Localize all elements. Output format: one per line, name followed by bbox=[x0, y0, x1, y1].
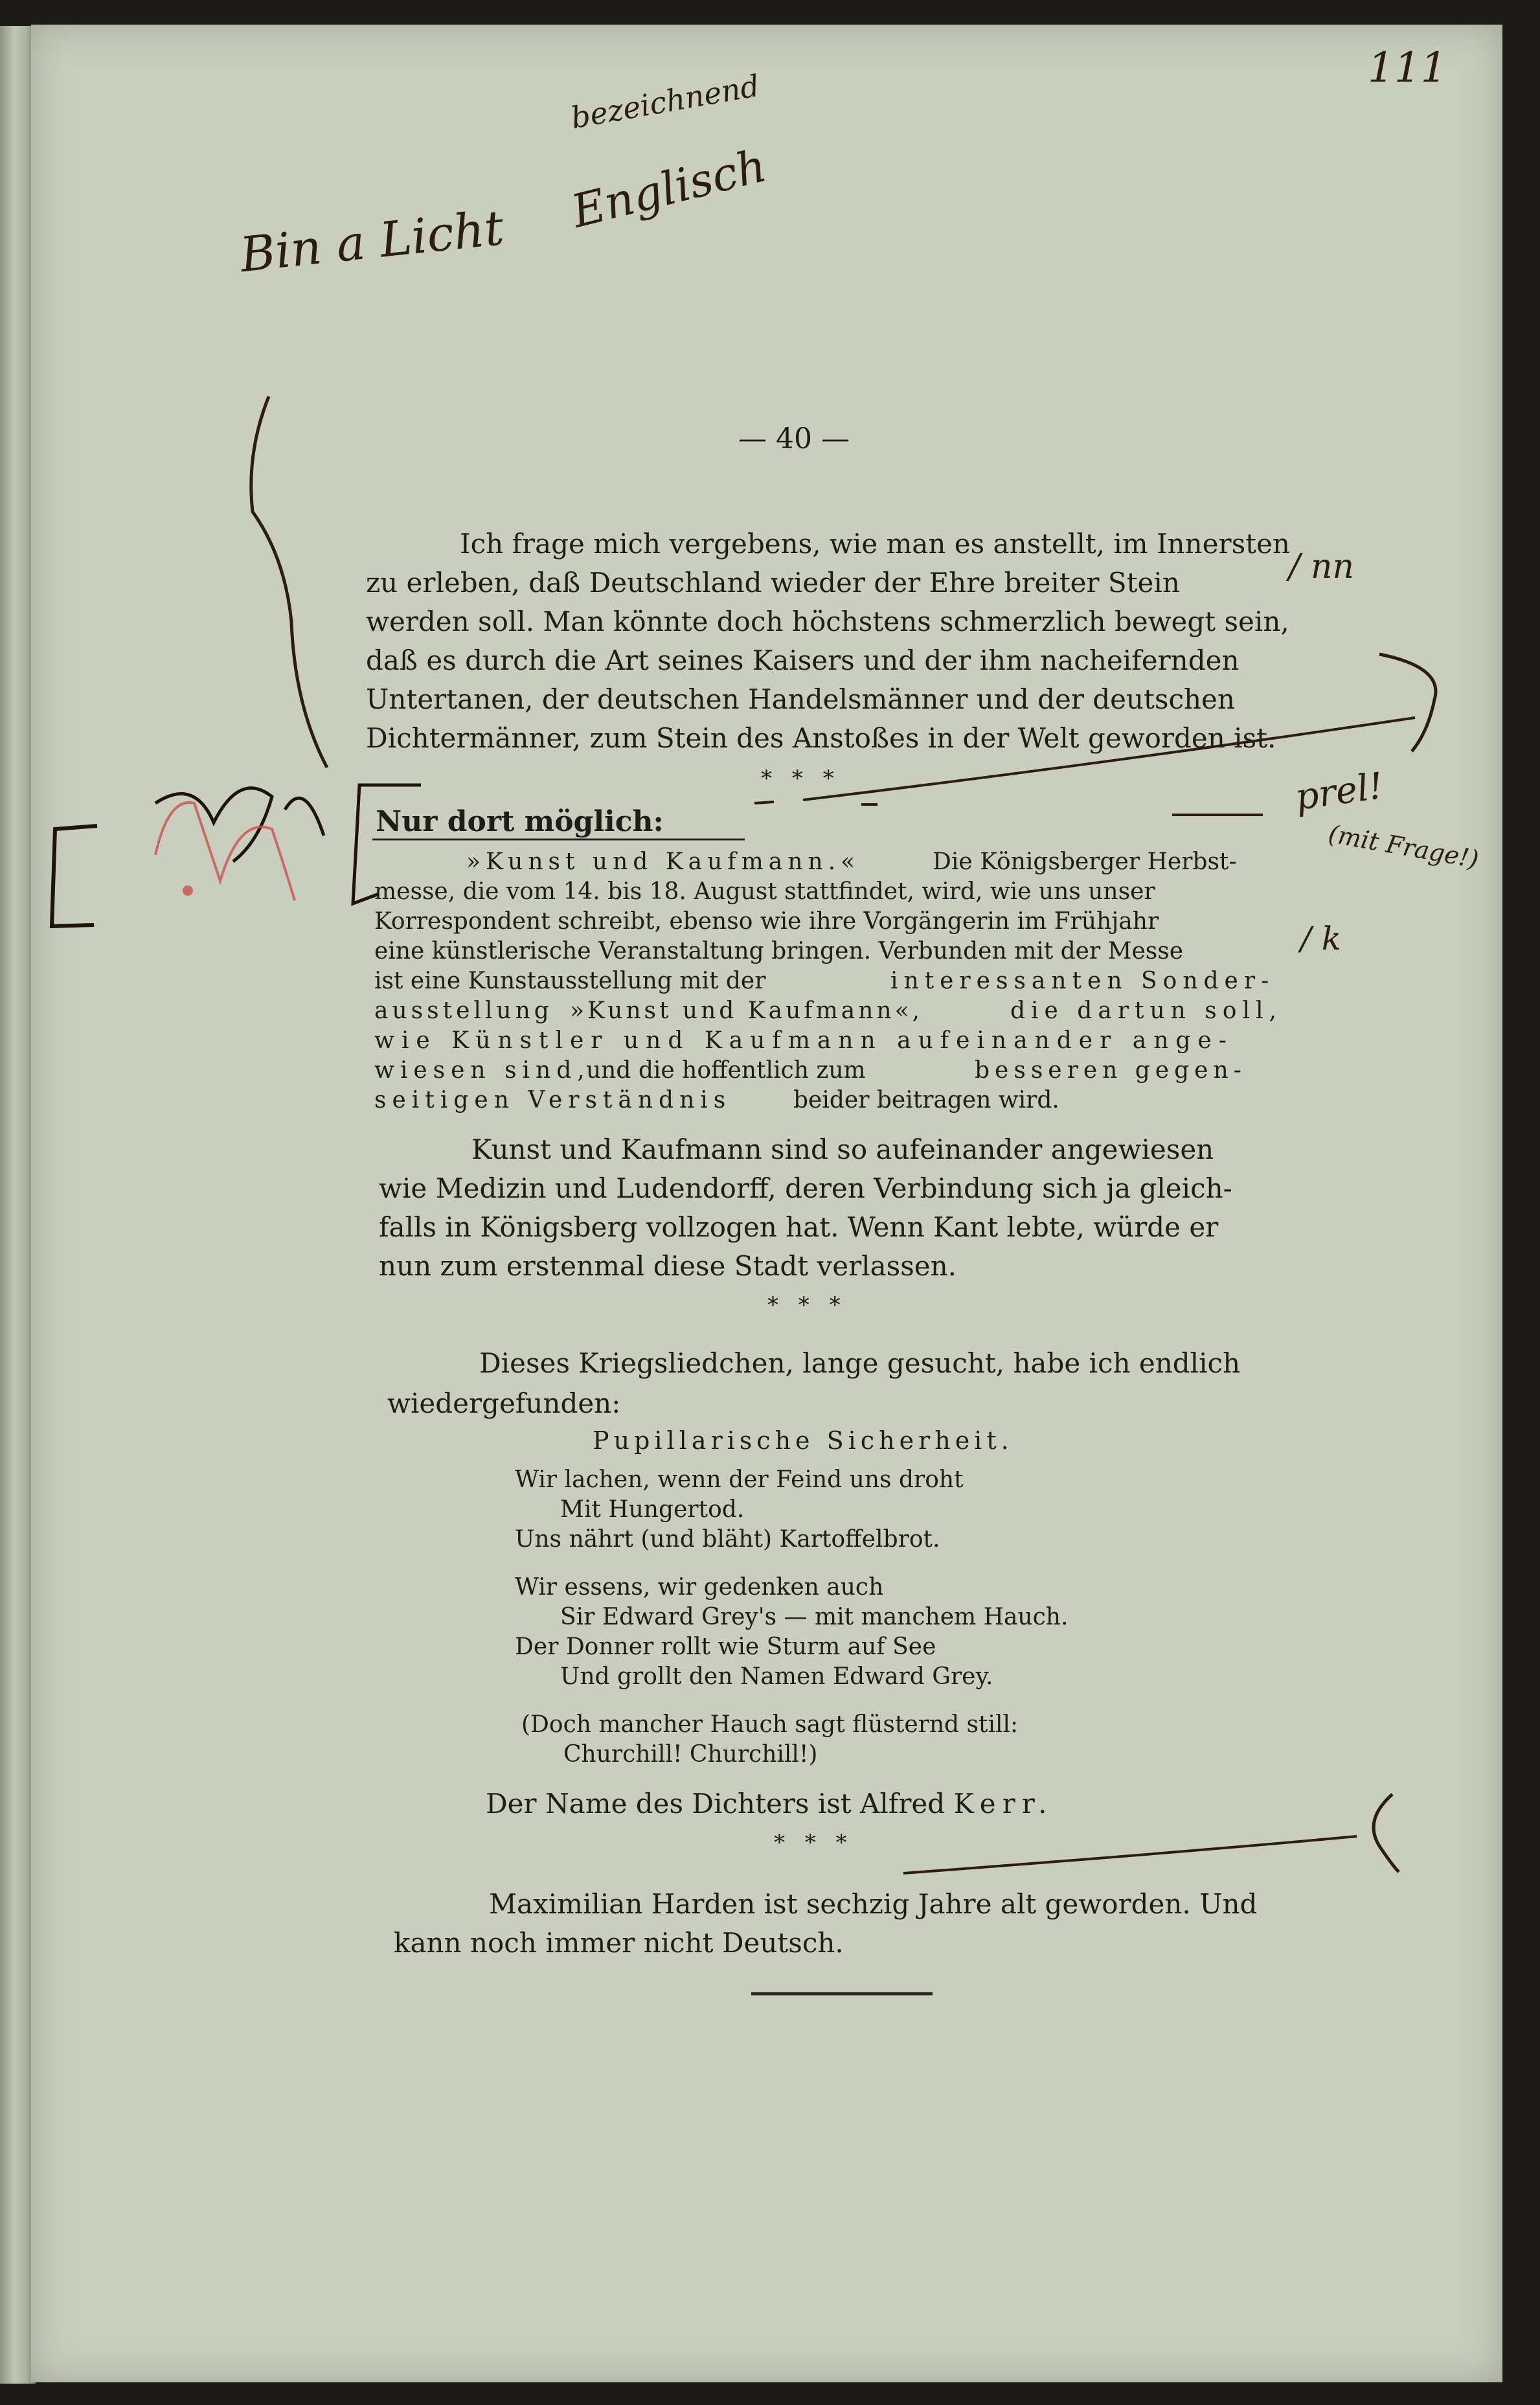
quote-line: messe, die vom 14. bis 18. August stattfindet, wird, wie uns unser bbox=[374, 878, 1155, 905]
quote-line: seitigen Verständnis bbox=[374, 1087, 732, 1113]
scribble-mark bbox=[155, 788, 324, 861]
section-heading: Nur dort möglich: bbox=[376, 805, 664, 838]
pen-line bbox=[803, 718, 1415, 800]
quote-line: wie Künstler und Kaufmann aufeinander ange- bbox=[374, 1027, 1234, 1054]
separator-stars: * * * bbox=[767, 1292, 847, 1318]
para1-line: Ich frage mich vergebens, wie man es anstellt, im Innersten bbox=[460, 528, 1290, 560]
poem-line: Churchill! Churchill!) bbox=[563, 1741, 818, 1768]
pen-line bbox=[754, 802, 774, 803]
poem-line: Mit Hungertod. bbox=[560, 1496, 745, 1523]
quote-line: beider beitragen wird. bbox=[793, 1087, 1059, 1113]
poem-line: Uns nährt (und bläht) Kartoffelbrot. bbox=[515, 1526, 940, 1553]
quote-line: ist eine Kunstausstellung mit der bbox=[374, 968, 766, 994]
pen-line bbox=[903, 1836, 1357, 1873]
quote-line: Korrespondent schreibt, ebenso wie ihre Vorgängerin im Frühjahr bbox=[374, 908, 1159, 935]
poem-line: Der Donner rollt wie Sturm auf See bbox=[515, 1634, 936, 1660]
para1-line: Dichtermänner, zum Stein des Anstoßes in der Welt geworden ist. bbox=[366, 722, 1276, 754]
quote-line: die dartun soll, bbox=[1010, 997, 1282, 1024]
margin-note-para1: / nn bbox=[1289, 547, 1355, 586]
bracket-mark bbox=[353, 785, 421, 904]
separator-stars: * * * bbox=[761, 766, 841, 792]
margin-note-section2-k: / k bbox=[1300, 920, 1342, 957]
poet-line-text: Der Name des Dichters ist Alfred bbox=[486, 1788, 954, 1819]
quote-line: wiesen sind, bbox=[374, 1057, 591, 1084]
closing-line: Maximilian Harden ist sechzig Jahre alt geworden. Und bbox=[489, 1888, 1258, 1920]
body-line: Kunst und Kaufmann sind so aufeinander angewiesen bbox=[471, 1134, 1214, 1165]
quote-line: eine künstlerische Veranstaltung bringen. Verbunden mit der Messe bbox=[374, 938, 1184, 964]
poem-line: (Doch mancher Hauch sagt flüsternd still: bbox=[521, 1711, 1019, 1738]
quote-line: ausstellung bbox=[374, 997, 553, 1024]
page-number: — 40 — bbox=[738, 422, 850, 455]
red-pencil-mark bbox=[155, 803, 295, 900]
quote-lead: »Kunst und Kaufmann.« bbox=[466, 849, 861, 875]
margin-note-top-right: Englisch bbox=[566, 139, 772, 238]
quote-line: besseren gegen- bbox=[975, 1057, 1247, 1084]
para1-line: werden soll. Man könnte doch höchstens schmerzlich bewegt sein, bbox=[366, 606, 1289, 637]
margin-note-section2: prel! bbox=[1293, 764, 1387, 819]
body-line: falls in Königsberg vollzogen hat. Wenn Kant lebte, würde er bbox=[379, 1211, 1219, 1243]
quote-line: »Kunst und Kaufmann«, bbox=[570, 997, 923, 1024]
poem-line: Wir lachen, wenn der Feind uns droht bbox=[515, 1466, 964, 1493]
margin-note-top-left: Bin a Licht bbox=[237, 199, 506, 284]
poem-line: Sir Edward Grey's — mit manchem Hauch. bbox=[560, 1604, 1069, 1630]
intro-line: Dieses Kriegsliedchen, lange gesucht, habe ich endlich bbox=[479, 1347, 1241, 1379]
quote-line: und die hoffentlich zum bbox=[586, 1057, 866, 1084]
para1-line: zu erleben, daß Deutschland wieder der Ehre breiter Stein bbox=[366, 567, 1180, 598]
body-line: nun zum erstenmal diese Stadt verlassen. bbox=[379, 1250, 957, 1282]
body-line: wie Medizin und Ludendorff, deren Verbindung sich ja gleich- bbox=[379, 1172, 1232, 1204]
margin-note-section2-paren: (mit Frage!) bbox=[1326, 819, 1481, 874]
poet-name: Kerr. bbox=[953, 1788, 1054, 1819]
intro-line: wiedergefunden: bbox=[387, 1387, 621, 1419]
quote-line: interessanten Sonder- bbox=[890, 968, 1275, 994]
brace-mark bbox=[1374, 1794, 1399, 1872]
bracket-mark bbox=[52, 826, 97, 926]
poem-line: Und grollt den Namen Edward Grey. bbox=[560, 1663, 993, 1690]
margin-note-top-above: bezeichnend bbox=[568, 67, 762, 136]
red-pencil-mark bbox=[183, 885, 193, 896]
para1-line: Untertanen, der deutschen Handelsmänner und der deutschen bbox=[366, 683, 1235, 715]
separator-stars: * * * bbox=[774, 1830, 854, 1856]
brace-mark bbox=[251, 396, 327, 768]
folio-number: 111 bbox=[1368, 44, 1447, 92]
quote-line: Die Königsberger Herbst- bbox=[933, 849, 1237, 875]
closing-line: kann noch immer nicht Deutsch. bbox=[394, 1927, 844, 1959]
poem-line: Wir essens, wir gedenken auch bbox=[515, 1574, 884, 1601]
para1-line: daß es durch die Art seines Kaisers und der ihm nacheifernden bbox=[366, 644, 1240, 676]
poem-title: Pupillarische Sicherheit. bbox=[593, 1426, 1013, 1455]
brace-mark bbox=[1379, 654, 1436, 751]
